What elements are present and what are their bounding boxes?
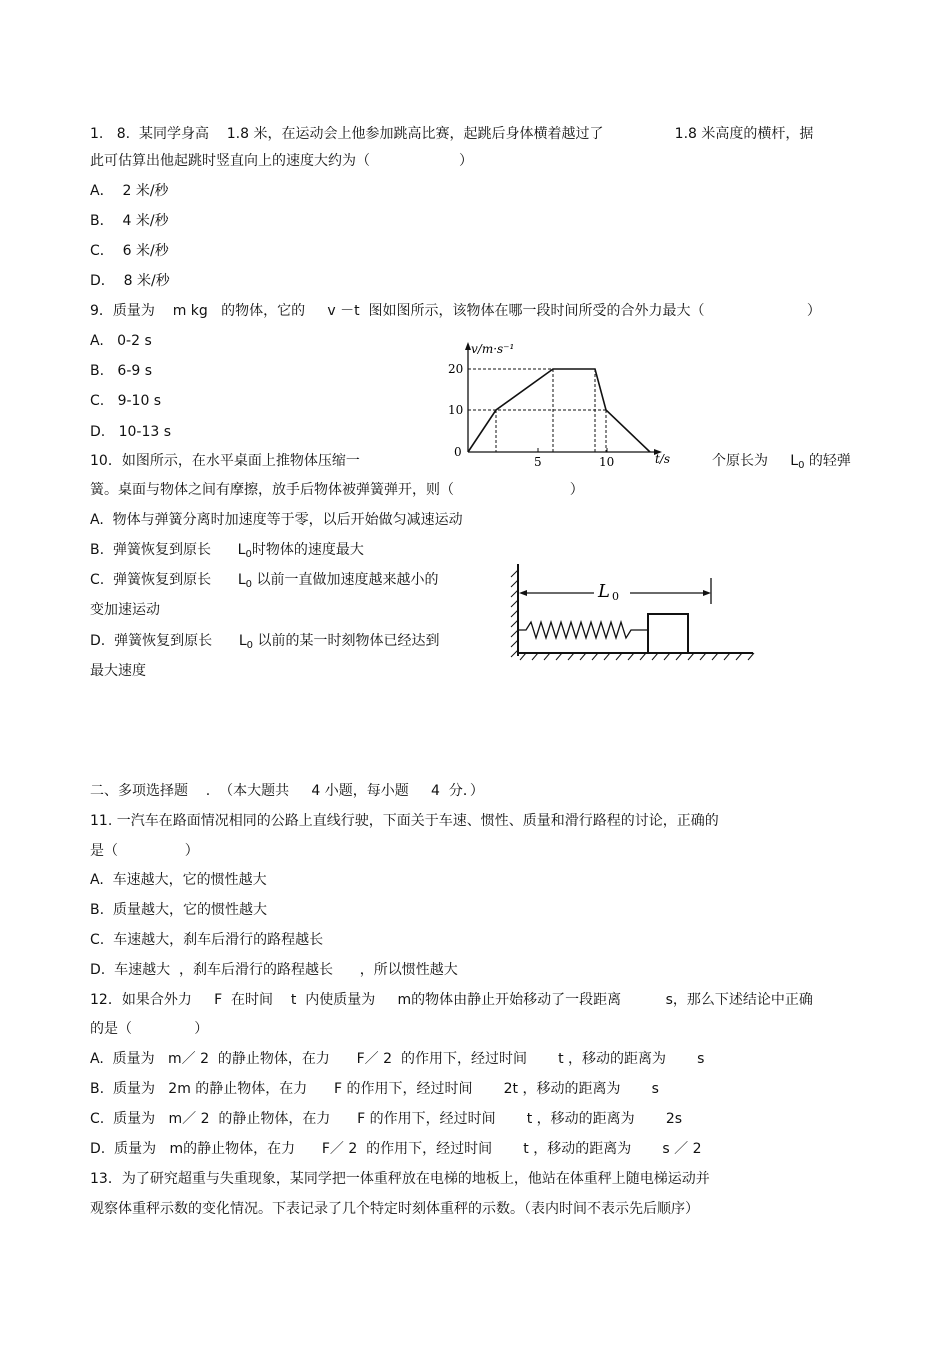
spring-length-label-sub: 0 [612, 590, 619, 603]
q13-stem-line2: 观察体重秤示数的变化情况。下表记录了几个特定时刻体重秤的示数。（表内时间不表示先后顺序） [90, 1201, 699, 1217]
q11-option-a: A. 车速越大，它的惯性越大 [90, 872, 267, 888]
q8-option-b: B． 4 米/秒 [90, 213, 169, 229]
q11-option-c: C. 车速越大，刹车后滑行的路程越长 [90, 932, 324, 948]
q10-option-a: A. 物体与弹簧分离时加速度等于零，以后开始做匀减速运动 [90, 512, 463, 528]
spring-floor-hatch [520, 653, 754, 660]
q10-option-d-line2: 最大速度 [90, 663, 146, 679]
section2-heading: 二、多项选择题 . （本大题共 4 小题，每小题 4 分．） [90, 783, 484, 799]
spring-length-label: L [598, 581, 610, 602]
q10-stem-line1-c: 的轻弹 [804, 453, 851, 469]
q10-stem-line1-right [712, 452, 851, 475]
vt-graph-y-tick-10: 10 [448, 403, 464, 417]
q9-stem: 9．质量为 m kg 的物体，它的 v －t 图如图所示，该物体在哪一段时间所受的合外力最大（ ） [90, 303, 821, 319]
q12-stem-line1: 12．如果合外力 F 在时间 t 内使质量为 m的物体由静止开始移动了一段距离 s，那么下述结论中正确 [90, 992, 813, 1008]
q11-stem-line2: 是（ ） [90, 843, 199, 859]
spring-coil [518, 622, 648, 638]
q10-option-c-b: 以前一直做加速度越来越小的 [252, 572, 439, 588]
q10-option-d-sub: 0 [246, 640, 254, 651]
vt-graph-x-axis-label: t/s [655, 452, 671, 466]
vt-graph-x-tick-5: 5 [534, 455, 542, 468]
q11-option-d: D. 车速越大 ，刹车后滑行的路程越长 ，所以惯性越大 [90, 962, 458, 978]
q10-option-b-b: 时物体的速度最大 [251, 542, 364, 558]
q10-option-d-b: 以前的某一时刻物体已经达到 [253, 633, 440, 649]
q10-stem-line2: 簧。桌面与物体之间有摩擦，放手后物体被弹簧弹开，则（ ） [90, 482, 584, 498]
q9-option-a: A. 0-2 s [90, 333, 152, 349]
q11-stem-line1: 11. 一汽车在路面情况相同的公路上直线行驶，下面关于车速、惯性、质量和滑行路程的讨论，正确的 [90, 813, 719, 829]
q8-option-c: C． 6 米/秒 [90, 243, 169, 259]
q12-option-a: A. 质量为 m／ 2 的静止物体，在力 F／ 2 的作用下，经过时间 t ，移动的距离为 s [90, 1051, 705, 1067]
spring-block [648, 614, 688, 653]
q9-option-c: C. 9-10 s [90, 393, 162, 409]
vt-graph-origin-label: 0 [454, 445, 462, 459]
q8-option-d: D． 8 米/秒 [90, 273, 170, 289]
q11-option-b: B. 质量越大，它的惯性越大 [90, 902, 267, 918]
q10-option-d-a: D. 弹簧恢复到原长 L [90, 633, 247, 649]
q13-stem-line1: 13．为了研究超重与失重现象，某同学把一体重秤放在电梯的地板上，他站在体重秤上随电梯运动并 [90, 1171, 710, 1187]
spring-wall-hatch [511, 570, 518, 657]
q12-option-d: D. 质量为 m的静止物体，在力 F／ 2 的作用下，经过时间 t ，移动的距离为 s ／ 2 [90, 1141, 702, 1157]
q8-stem-line2: 此可估算出他起跳时竖直向上的速度大约为（ ） [90, 153, 474, 169]
vt-graph-y-tick-20: 20 [448, 362, 464, 376]
q10-stem-line1-b: 个原长为 L [712, 453, 799, 469]
q10-option-c-line1 [90, 571, 438, 594]
q10-option-c-a: C. 弹簧恢复到原长 L [90, 572, 246, 588]
q10-option-b-a: B. 弹簧恢复到原长 L [90, 542, 246, 558]
q12-option-b: B. 质量为 2m 的静止物体，在力 F 的作用下，经过时间 2t ，移动的距离为 s [90, 1081, 659, 1097]
q10-option-b [90, 541, 364, 564]
q10-option-d-line1 [90, 632, 439, 655]
q9-option-b: B. 6-9 s [90, 363, 153, 379]
q10-option-b-sub: 0 [245, 549, 252, 560]
q10-stem-line1-sub: 0 [798, 460, 805, 471]
vt-graph-y-axis-label: v/m·s⁻¹ [471, 342, 515, 356]
q8-option-a: A． 2 米/秒 [90, 183, 169, 199]
q10-stem-line1-left: 10．如图所示，在水平桌面上推物体压缩一 [90, 453, 360, 469]
vt-graph-figure [440, 338, 690, 468]
spring-length-arrow-right [703, 590, 711, 596]
q8-stem-line1: 1. 8. 某同学身高 1.8 米，在运动会上他参加跳高比赛，起跳后身体横着越过了 1.8 米高度的横杆，据 [90, 126, 814, 142]
q10-option-c-sub: 0 [245, 579, 253, 590]
q12-option-c: C. 质量为 m／ 2 的静止物体，在力 F 的作用下，经过时间 t ，移动的距离为 2s [90, 1111, 683, 1127]
spring-figure [508, 560, 758, 670]
q9-option-d: D. 10-13 s [90, 424, 172, 440]
vt-graph-x-tick-10: 10 [599, 455, 615, 468]
q12-stem-line2: 的是（ ） [90, 1021, 209, 1037]
q10-option-c-line2: 变加速运动 [90, 602, 160, 618]
spring-length-arrow-left [519, 590, 527, 596]
